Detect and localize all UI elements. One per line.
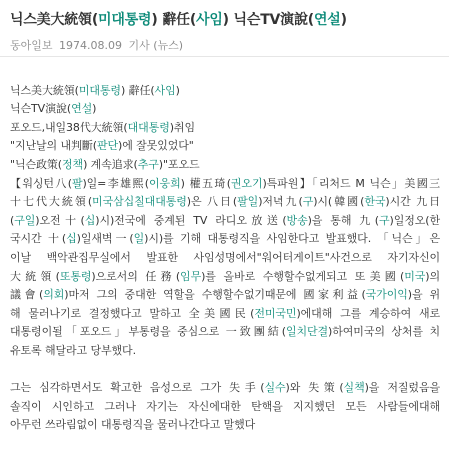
text-run: ) 辭任( (120, 83, 155, 97)
body-line (10, 416, 440, 435)
text-run: )을 저질렀음을 (364, 381, 440, 395)
text-run: ( (10, 213, 15, 227)
text-run: )와 失策( (285, 381, 344, 395)
text-run: 【워싱턴八( (10, 176, 72, 190)
text-run: 닉스美大統領( (10, 12, 99, 28)
text-run: )시)를 기해 대통령직을 사임한다고 발표했다. 「닉슨」은 (144, 232, 440, 246)
body-line (10, 137, 440, 156)
body-line (10, 249, 440, 268)
text-run: 그는 심각하면서도 확고한 음성으로 그가 失手( (10, 381, 265, 395)
text-run: 해 물러나기로 결정했다고 말하고 全美國民( (10, 306, 255, 320)
text-run: "닉슨政策( (10, 157, 63, 171)
text-run: ) 權五琦( (180, 176, 231, 190)
text-run: )을 통해 九( (307, 213, 379, 227)
hanja-reading: 미대통령 (78, 83, 121, 97)
body-line (10, 268, 440, 287)
hanja-reading: 사임 (154, 83, 176, 97)
hanja-reading: 한국 (364, 195, 386, 209)
text-run: )에대해 그를 계승하여 새로 (296, 306, 440, 320)
text-run: 대통령이될「포오드」부통령을 중심으로 一致團結( (10, 325, 286, 339)
text-run: "지난날의 내判斷( (10, 139, 97, 153)
hanja-reading: 전미국민 (254, 306, 297, 320)
text-run: 포오드,내일38代大統領( (10, 120, 128, 134)
text-run: 닉슨TV演說( (10, 102, 72, 116)
hanja-reading: 구일 (14, 213, 36, 227)
body-line (10, 230, 440, 249)
hanja-reading: 이웅희 (149, 176, 181, 190)
text-run: )시)전국에 중계된 TV 라디오放送( (95, 213, 287, 227)
date-label: 1974.08.09 (59, 39, 122, 52)
text-run: 유토록 해달라고 당부했다. (10, 343, 136, 357)
hanja-reading: 팔일 (237, 195, 259, 209)
body-line (10, 286, 440, 305)
text-run: )마저 그의 중대한 역할을 수행할수없기때문에 國家利益( (64, 288, 366, 302)
body-line (10, 100, 440, 119)
hanja-reading: 일치단결 (285, 325, 329, 339)
text-run: )하여미국의 상처를 치 (328, 325, 440, 339)
hanja-reading: 임무 (180, 269, 202, 283)
divider (0, 56, 449, 57)
hanja-reading: 국가이익 (365, 288, 408, 302)
body-line (10, 175, 440, 194)
text-run: )은 八日( (186, 195, 238, 209)
hanja-reading: 추구 (137, 157, 159, 171)
category-label: 기사 (뉴스) (128, 39, 184, 52)
source-label[interactable]: 동아일보 (10, 39, 53, 52)
body-line (10, 82, 440, 101)
body-line (10, 212, 440, 231)
hanja-reading: 대대통령 (127, 120, 170, 134)
article-title (10, 9, 347, 29)
hanja-reading: 구 (378, 213, 390, 227)
text-run: 국시간 十( (10, 232, 67, 246)
body-line (10, 379, 440, 398)
text-run: ) (92, 102, 97, 116)
text-run: )오전十( (35, 213, 85, 227)
text-run: )일정오(한 (389, 213, 440, 227)
hanja-reading: 미대통령 (98, 12, 152, 28)
text-run: ) 계속追求( (83, 157, 138, 171)
text-run: )"포오드 (158, 157, 200, 171)
text-run: 議會( (10, 288, 44, 302)
hanja-reading: 팔 (71, 176, 83, 190)
body-line (10, 305, 440, 324)
text-run: 솔직이 시인하고 그러나 자기는 자신에대한 탄핵을 지지했던 모든 사람들에대해 (10, 399, 440, 413)
text-run: 닉스美大統領( (10, 83, 79, 97)
hanja-reading: 실책 (343, 381, 365, 395)
text-run: )를 올바로 수행할수없게되고 또美國( (201, 269, 405, 283)
body-line (10, 193, 440, 212)
text-run: )을 위 (407, 288, 440, 302)
hanja-reading: 정책 (62, 157, 84, 171)
body-line (10, 323, 440, 342)
text-run: ) 닉슨TV演說( (222, 12, 314, 28)
text-run: ) 辭任( (151, 12, 197, 28)
text-run: )으로서의 任務( (91, 269, 181, 283)
paragraph-gap (10, 63, 440, 82)
hanja-reading: 방송 (286, 213, 308, 227)
text-run: )시간 九日 (385, 195, 441, 209)
hanja-reading: 또통령 (59, 269, 92, 283)
text-run: 大統領( (10, 269, 60, 283)
body-line (10, 119, 440, 138)
body-line (10, 398, 440, 417)
text-run: )에 잘못있었다" (118, 139, 194, 153)
body-line (10, 156, 440, 175)
hanja-reading: 의회 (43, 288, 65, 302)
hanja-reading: 십 (66, 232, 77, 246)
text-run: )시(韓國( (313, 195, 365, 209)
hanja-reading: 십 (84, 213, 96, 227)
hanja-reading: 사임 (196, 12, 223, 28)
text-run: )일새벽一( (76, 232, 134, 246)
text-run: ) (340, 12, 347, 28)
hanja-reading: 연설 (71, 102, 93, 116)
paragraph-gap (10, 361, 440, 380)
text-run: )의 (425, 269, 440, 283)
hanja-reading: 실수 (264, 381, 286, 395)
hanja-reading: 구 (302, 195, 314, 209)
text-run: 이날 백악관집무실에서 발표한 사임성명에서"워어터게이트"사건으로 자기자신이 (10, 250, 440, 264)
text-run: )저녁九( (258, 195, 303, 209)
hanja-reading: 판단 (96, 139, 119, 153)
hanja-reading: 일 (133, 232, 145, 246)
article-meta (10, 37, 186, 53)
article-body (10, 63, 440, 435)
text-run: 아무런 쓰라림없이 대통령직을 물러나간다고 말했다 (10, 418, 256, 432)
body-line (10, 342, 440, 361)
text-run: )취임 (169, 120, 195, 134)
text-run: 十七代大統領( (10, 195, 93, 209)
hanja-reading: 미국삼십칠대대통령 (92, 195, 187, 209)
hanja-reading: 미국 (404, 269, 426, 283)
text-run: ) (175, 83, 180, 97)
text-run: )특파원】「리처드 M 닉슨」美國三 (262, 176, 441, 190)
hanja-reading: 권오기 (230, 176, 263, 190)
hanja-reading: 연설 (313, 12, 341, 28)
text-run: )일=李雄熙( (82, 176, 150, 190)
